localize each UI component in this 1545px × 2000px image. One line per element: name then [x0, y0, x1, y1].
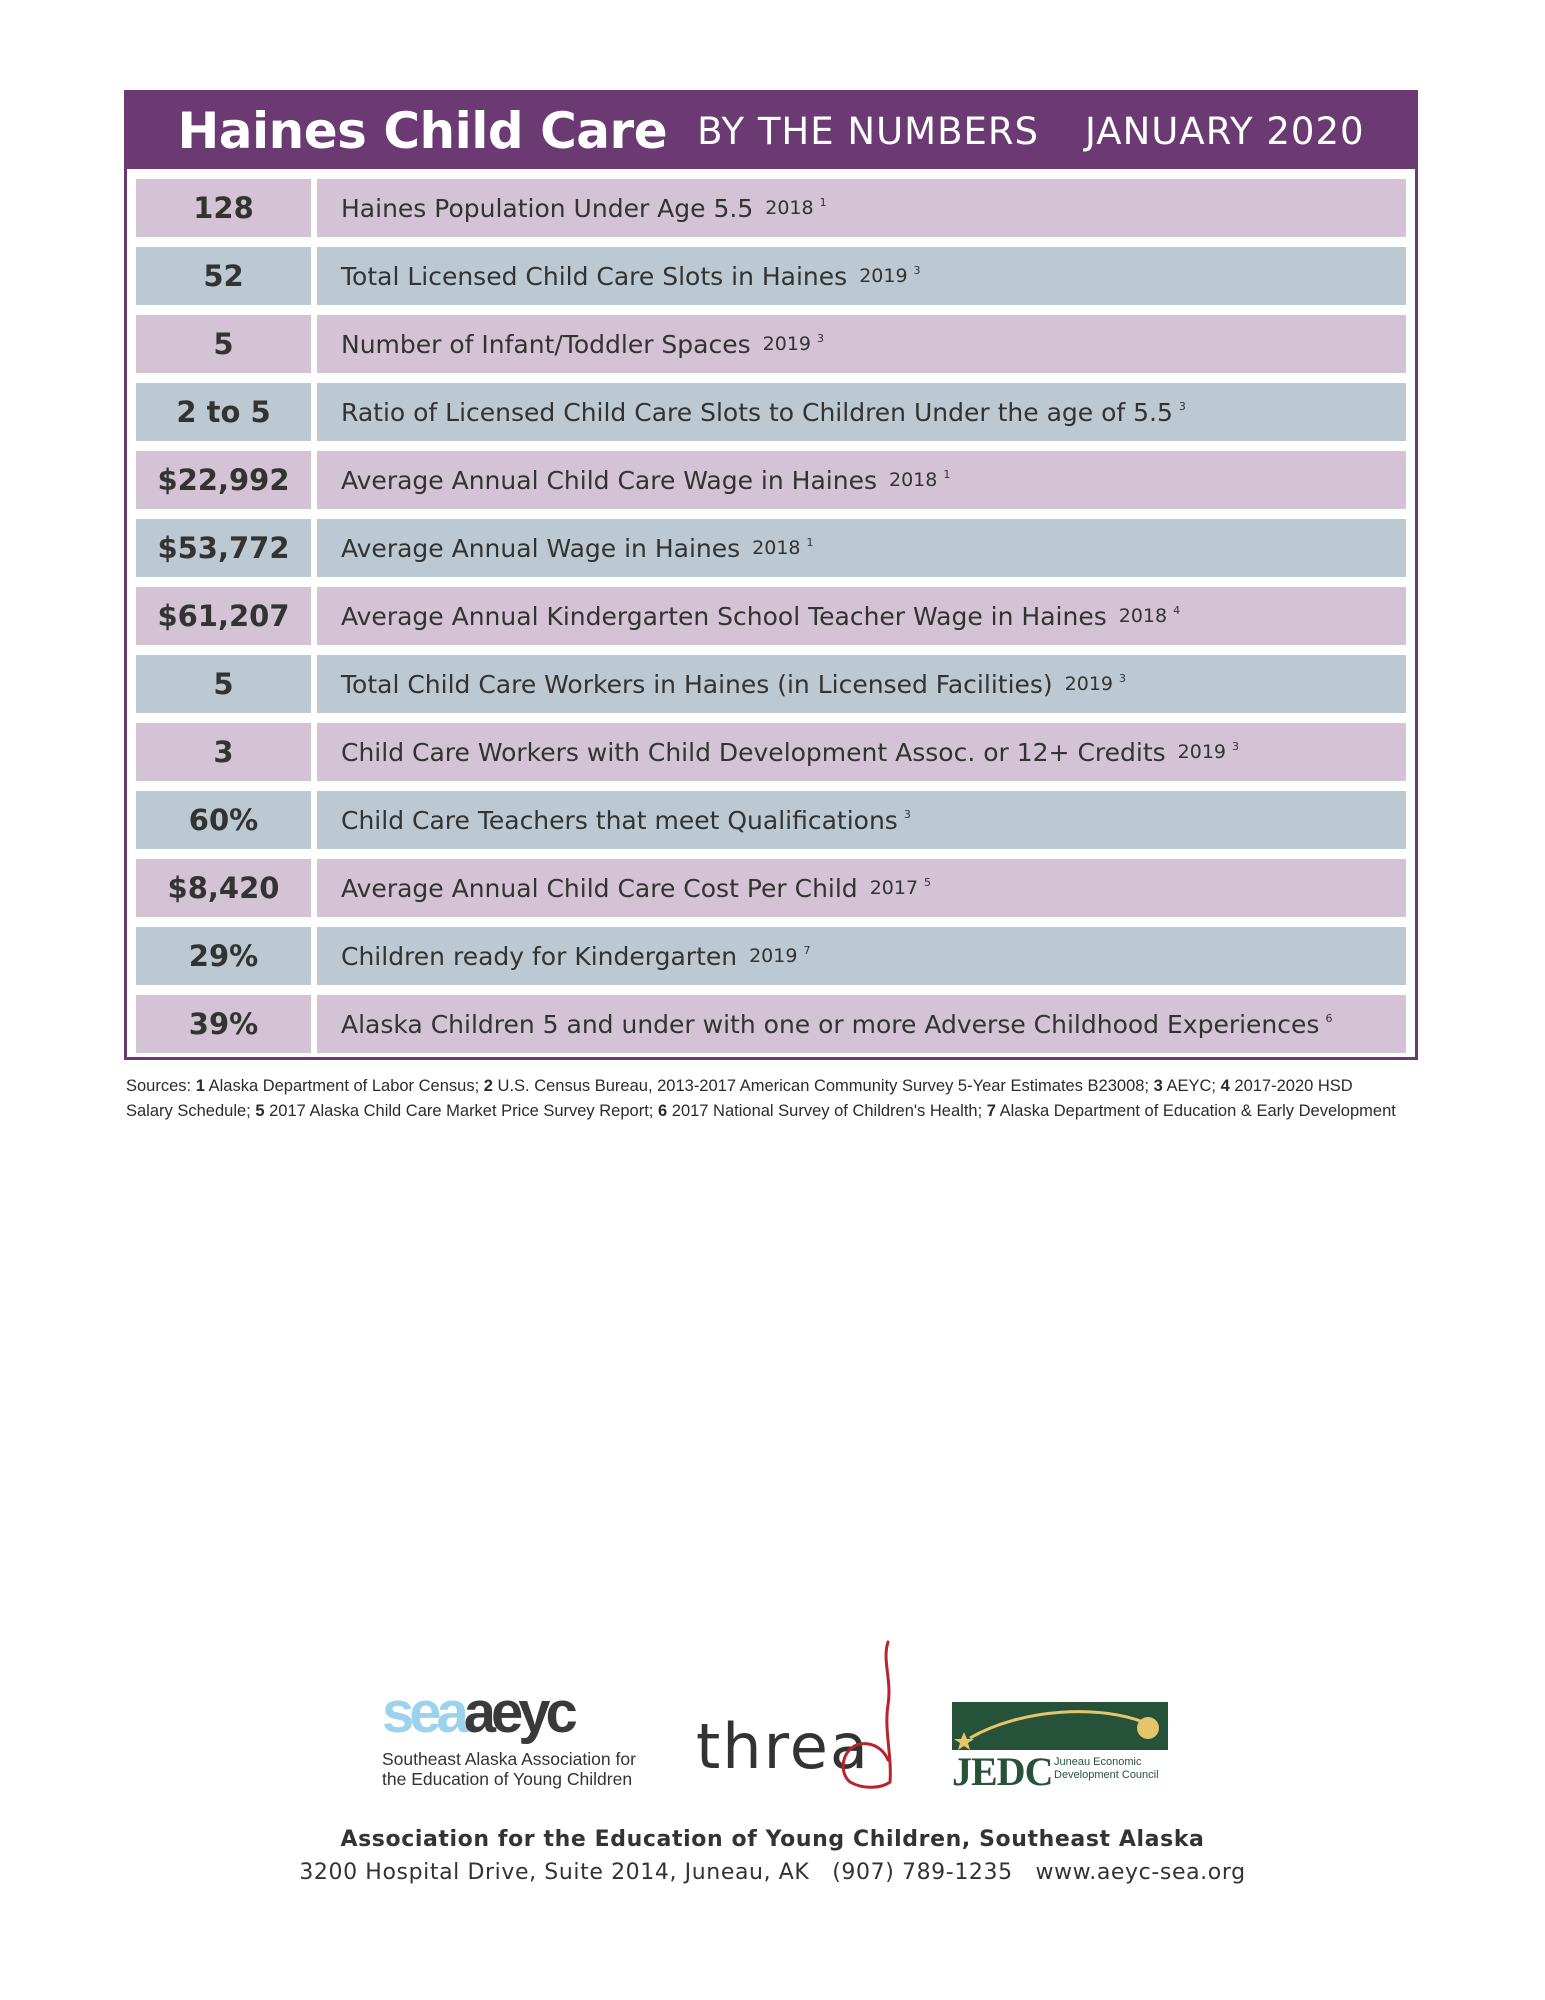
jedc-arc-icon: [952, 1702, 1168, 1750]
stat-row: [136, 927, 1406, 985]
stat-row: [136, 179, 1406, 237]
stat-description: [317, 519, 1406, 577]
sources-note: [126, 1074, 1396, 1124]
jedc-logo: [952, 1702, 1168, 1794]
thread-d-mark: [696, 1630, 906, 1800]
source-number: 1: [195, 1077, 205, 1095]
stat-value: 52: [136, 247, 311, 305]
stat-year: 2018: [1118, 605, 1168, 627]
source-number: 5: [255, 1102, 265, 1120]
stat-label: Number of Infant/Toddler Spaces: [341, 329, 751, 359]
footer-org: Association for the Education of Young Children, Southeast Alaska: [340, 1827, 1205, 1852]
stat-label: Children ready for Kindergarten: [341, 941, 738, 971]
stat-description: [317, 315, 1406, 373]
stat-row: [136, 383, 1406, 441]
stat-row: [136, 315, 1406, 373]
source-text: 2017-2020 HSD Salary Schedule;: [126, 1077, 1353, 1120]
stat-value: 60%: [136, 791, 311, 849]
thread-wordmark: threa: [696, 1710, 870, 1783]
source-text: AEYC;: [1166, 1077, 1217, 1095]
stat-row: [136, 247, 1406, 305]
stat-value: $22,992: [136, 451, 311, 509]
stat-description: [317, 859, 1406, 917]
stat-year: 2019: [1064, 673, 1114, 695]
stat-description: [317, 655, 1406, 713]
stat-value: $53,772: [136, 519, 311, 577]
stat-source-ref: 6: [1325, 1011, 1333, 1025]
stat-label: Average Annual Child Care Cost Per Child: [341, 873, 858, 903]
source-number: 4: [1220, 1077, 1230, 1095]
source-text: 2017 National Survey of Children's Health;: [671, 1102, 983, 1120]
stat-label: Child Care Teachers that meet Qualifications: [341, 805, 898, 835]
stat-description: [317, 451, 1406, 509]
source-number: 2: [483, 1077, 493, 1095]
stat-value: 5: [136, 655, 311, 713]
stat-row: [136, 451, 1406, 509]
stat-value: $61,207: [136, 587, 311, 645]
stat-year: 2018: [765, 197, 814, 219]
page-subtitle: BY THE NUMBERS: [697, 109, 1040, 153]
stat-year: 2018: [752, 537, 801, 559]
stat-description: [317, 179, 1406, 237]
stat-source-ref: 7: [803, 943, 811, 957]
stat-description: [317, 383, 1406, 441]
stat-source-ref: 3: [903, 807, 911, 821]
stat-label: Alaska Children 5 and under with one or more Adverse Childhood Experiences: [341, 1009, 1320, 1039]
source-text: Alaska Department of Labor Census;: [208, 1077, 480, 1095]
stat-row: [136, 723, 1406, 781]
stat-source-ref: 3: [817, 331, 825, 345]
source-text: U.S. Census Bureau, 2013-2017 American Community Survey 5-Year Estimates B23008;: [497, 1077, 1150, 1095]
stat-source-ref: 3: [1232, 739, 1240, 753]
stat-value: 128: [136, 179, 311, 237]
stat-value: 39%: [136, 995, 311, 1053]
page-title: Haines Child Care: [177, 102, 668, 160]
stat-row: [136, 519, 1406, 577]
stat-description: [317, 587, 1406, 645]
stat-source-ref: 1: [819, 195, 827, 209]
stat-source-ref: 3: [913, 263, 921, 277]
stat-description: [317, 995, 1406, 1053]
stat-year: 2018: [889, 469, 938, 491]
page-date: JANUARY 2020: [1085, 109, 1365, 153]
stat-value: 3: [136, 723, 311, 781]
seaaeyc-tagline: Southeast Alaska Association for the Education of Young Children: [382, 1749, 636, 1789]
stat-row: [136, 791, 1406, 849]
footer-website[interactable]: www.aeyc-sea.org: [1035, 1860, 1246, 1885]
stat-source-ref: 5: [924, 875, 932, 889]
footer-contact: [0, 1860, 1545, 1885]
stat-description: [317, 723, 1406, 781]
stat-row: [136, 995, 1406, 1053]
stat-label: Average Annual Kindergarten School Teacher Wage in Haines: [341, 601, 1107, 631]
sources-prefix: Sources:: [126, 1077, 192, 1095]
source-number: 7: [986, 1102, 996, 1120]
jedc-banner: [952, 1702, 1168, 1750]
logo-strip: [0, 1630, 1545, 1800]
stat-label: Haines Population Under Age 5.5: [341, 193, 754, 223]
source-number: 6: [657, 1102, 668, 1120]
stat-description: [317, 247, 1406, 305]
stat-source-ref: 1: [806, 535, 814, 549]
stat-label: Total Licensed Child Care Slots in Haines: [341, 261, 848, 291]
jedc-fullname: Juneau Economic Development Council: [1054, 1756, 1159, 1781]
jedc-name: JEDC: [952, 1749, 1053, 1794]
stat-label: Ratio of Licensed Child Care Slots to Children Under the age of 5.5: [341, 397, 1173, 427]
seaaeyc-logo: [382, 1680, 662, 1789]
stats-table: [136, 179, 1406, 1063]
stat-year: 2019: [749, 945, 798, 967]
stat-label: Average Annual Child Care Wage in Haines: [341, 465, 877, 495]
stat-source-ref: 4: [1173, 603, 1181, 617]
stat-value: 5: [136, 315, 311, 373]
source-number: 3: [1153, 1077, 1163, 1095]
stat-year: 2019: [1177, 741, 1227, 763]
stats-panel: [124, 90, 1418, 1060]
stat-year: 2019: [859, 265, 908, 287]
thread-logo: [696, 1630, 906, 1800]
footer-address: 3200 Hospital Drive, Suite 2014, Juneau, AK: [299, 1860, 810, 1885]
stat-label: Child Care Workers with Child Development Assoc. or 12+ Credits: [341, 737, 1166, 767]
stat-source-ref: 3: [1178, 399, 1186, 413]
stat-label: Total Child Care Workers in Haines (in Licensed Facilities): [341, 669, 1053, 699]
stat-value: $8,420: [136, 859, 311, 917]
stat-row: [136, 655, 1406, 713]
stat-source-ref: 1: [943, 467, 951, 481]
panel-header: [127, 93, 1415, 169]
stat-label: Average Annual Wage in Haines: [341, 533, 741, 563]
stat-description: [317, 791, 1406, 849]
source-text: Alaska Department of Education & Early Development: [999, 1102, 1396, 1120]
footer: [0, 1827, 1545, 1885]
footer-phone: (907) 789-1235: [832, 1860, 1013, 1885]
stat-description: [317, 927, 1406, 985]
stat-year: 2017: [869, 877, 919, 899]
stat-row: [136, 859, 1406, 917]
stat-value: 2 to 5: [136, 383, 311, 441]
stat-value: 29%: [136, 927, 311, 985]
stat-source-ref: 3: [1119, 671, 1127, 685]
stat-row: [136, 587, 1406, 645]
seaaeyc-wordmark: seaaeyc: [382, 1680, 573, 1745]
stat-year: 2019: [762, 333, 812, 355]
source-text: 2017 Alaska Child Care Market Price Survey Report;: [269, 1102, 654, 1120]
